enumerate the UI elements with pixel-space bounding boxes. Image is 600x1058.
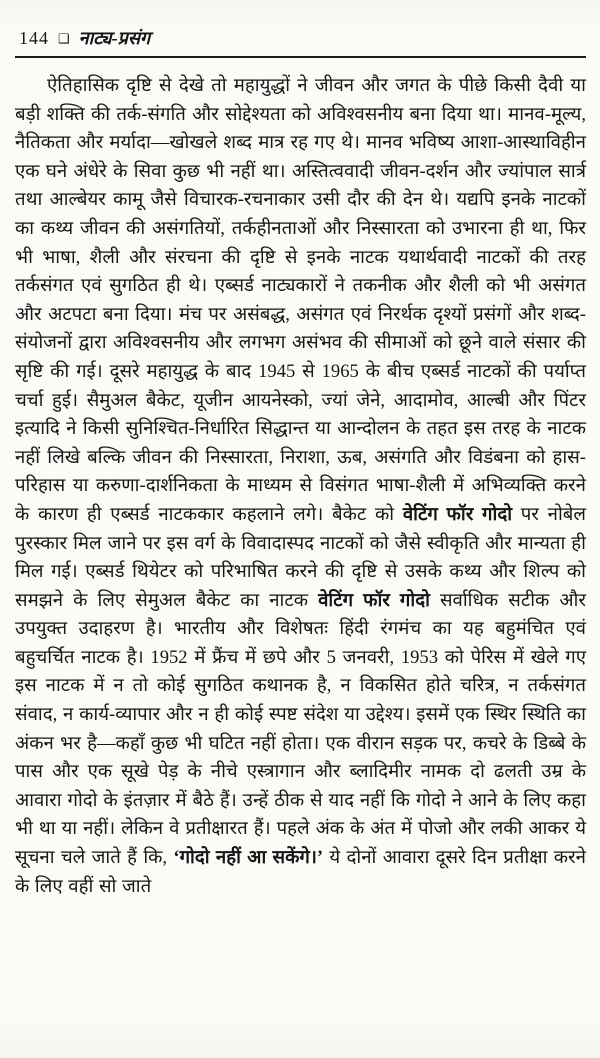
square-bullet-icon: ❑ — [58, 31, 70, 46]
body-paragraph — [15, 72, 586, 901]
text-segment: ये दोनों आवारा दूसरे दिन प्रतीक्षा करने के लिए वहीं सो जाते — [15, 847, 586, 897]
text-segment: ऐतिहासिक दृष्टि से देखे तो महायुद्धों ने जीवन और जगत के पीछे किसी दैवी या बड़ी शक्ति की तर्क-संगति और सोद्देश्यता को अविश्वसनीय बना दिया था। मानव-मूल्य, नैतिकता और मर्यादा—खोखले शब्द मात्र रह गए थे। मानव भविष्य आशा-आस्थाविहीन एक घने अंधेरे के सिवा कुछ भी नहीं था। अस्तित्ववादी जीवन-दर्शन और ज्यांपाल सार्त्र तथा आल्बेयर कामू जैसे विचारक-रचनाकार उसी दौर की देन थे। यद्यपि इनके नाटकों का कथ्य जीवन की असंगतियों, तर्कहीनताओं और निस्सारता को उभारना ही था, फिर भी भाषा, शैली और संरचना की दृष्टि से इनके नाटक यथार्थवादी नाटकों की तरह तर्कसंगत एवं सुगठित ही थे। एब्सर्ड नाट्यकारों ने तकनीक और शैली को भी असंगत और अटपटा बना दिया। मंच पर असंबद्ध, असंगत एवं निरर्थक दृश्यों प्रसंगों और शब्द-संयोजनों द्वारा अविश्वसनीय और लगभग असंभव की सीमाओं को छूने वाले संसार की सृष्टि की गई। दूसरे महायुद्ध के बाद 1945 से 1965 के बीच एब्सर्ड नाटकों की पर्याप्त चर्चा हुई। सैमुअल बैकेट, यूजीन आयनेस्को, ज्यां जेने, आदामोव, आल्बी और पिंटर इत्यादि ने किसी सुनिश्चित-निर्धारित सिद्धान्त या आन्दोलन के तहत इस तरह के नाटक नहीं लिखे बल्कि जीवन की निस्सारता, निराशा, ऊब, असंगति और विडंबना को हास-परिहास या करुणा-दार्शनिकता के माध्यम से विसंगत भाषा-शैली में अभिव्यक्ति करने के कारण ही एब्सर्ड नाटककार कहलाने लगे। बैकेट को — [15, 75, 586, 525]
page-number: 144 — [19, 28, 49, 48]
text-segment: सर्वाधिक सटीक और उपयुक्त उदाहरण है। भारतीय और विशेषतः हिंदी रंगमंच का यह बहुमंचित एवं बहुचर्चित नाटक है। 1952 में फ्रैंच में छपे और 5 जनवरी, 1953 को पेरिस में खेले गए इस नाटक में न तो कोई सुगठित कथानक है, न विकसित होते चरित्र, न तर्कसंगत संवाद, न कार्य-व्यापार और न ही कोई स्पष्ट संदेश या उद्देश्य। इसमें एक स्थिर स्थिति का अंकन भर है—कहाँ कुछ भी घटित नहीं होता। एक वीरान सड़क पर, कचरे के डिब्बे के पास और एक सूखे पेड़ के नीचे एस्त्रागान और ब्लादिमीर नामक दो ढलती उम्र के आवारा गोदो के इंतज़ार में बैठे हैं। उन्हें ठीक से याद नहीं कि गोदो ने आने के लिए कहा भी था या नहीं। लेकिन वे प्रतीक्षारत हैं। पहले अंक के अंत में पोजो और लकी आकर ये सूचना चले जाते हैं कि, — [15, 589, 586, 869]
text-segment-bold-title: वेटिंग फॉर गोदो — [402, 503, 513, 525]
header-divider — [15, 56, 586, 58]
text-segment: पर नोबेल पुरस्कार मिल जाने पर इस वर्ग के विवादास्पद नाटकों को जैसे स्वीकृति और मान्यता ही मिल गई। एब्सर्ड थियेटर को परिभाषित करने की दृष्टि से उसके कथ्य और शिल्प को समझने के लिए सेमुअल बैकेट का नाटक — [15, 503, 586, 611]
book-title: नाट्य-प्रसंग — [78, 28, 151, 48]
text-segment-bold-quote: ‘गोदो नहीं आ सकेंगे।’ — [173, 847, 324, 869]
page-header — [15, 26, 586, 50]
text-segment-bold-title: वेटिंग फॉर गोदो — [318, 589, 430, 611]
